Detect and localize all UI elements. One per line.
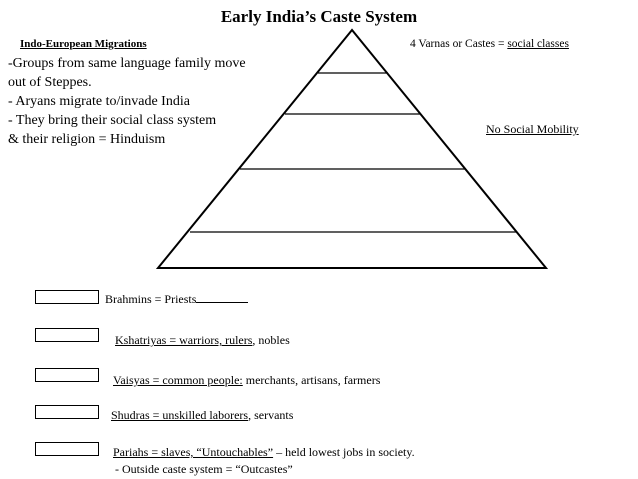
migration-line-3: - Aryans migrate to/invade India [8, 94, 190, 109]
caste-pariahs [107, 445, 415, 460]
caste-vaisyas-name: Vaisyas = common people: [113, 373, 243, 387]
outcastes-note: - Outside caste system = “Outcastes” [115, 462, 293, 476]
caste-kshatriyas-name: Kshatriyas = warriors, rulers [115, 333, 253, 347]
caste-vaisyas-rest: merchants, artisans, farmers [242, 373, 381, 387]
caste-answer-box-2 [35, 328, 99, 342]
caste-kshatriyas-rest: , nobles [252, 333, 290, 347]
no-social-mobility-note: No Social Mobility [486, 122, 579, 136]
caste-shudras-rest: , servants [248, 408, 294, 422]
caste-brahmins-name: Brahmins = Priests [105, 292, 197, 306]
migration-line-1: -Groups from same language family move [8, 56, 246, 71]
caste-answer-box-4 [35, 405, 99, 419]
caste-answer-box-1 [35, 290, 99, 304]
caste-brahmins-underline [196, 292, 248, 303]
caste-pariahs-name: Pariahs = slaves, “Untouchables” [113, 445, 274, 459]
migration-line-5: & their religion = Hinduism [8, 132, 166, 147]
migration-line-2: out of Steppes. [8, 75, 92, 90]
indo-european-heading: Indo-European Migrations [20, 38, 147, 50]
caste-pariahs-rest: – held lowest jobs in society. [273, 445, 415, 459]
caste-brahmins [105, 292, 248, 307]
caste-shudras [107, 408, 293, 423]
varnas-label: 4 Varnas or Castes = [410, 38, 508, 50]
caste-shudras-name: Shudras = unskilled laborers [111, 408, 249, 422]
caste-answer-box-3 [35, 368, 99, 382]
caste-answer-box-5 [35, 442, 99, 456]
page-title: Early India’s Caste System [220, 7, 418, 26]
caste-vaisyas [107, 373, 380, 388]
varnas-answer: social classes [507, 38, 569, 50]
migration-line-4: - They bring their social class system [8, 113, 217, 128]
caste-kshatriyas [107, 333, 290, 348]
